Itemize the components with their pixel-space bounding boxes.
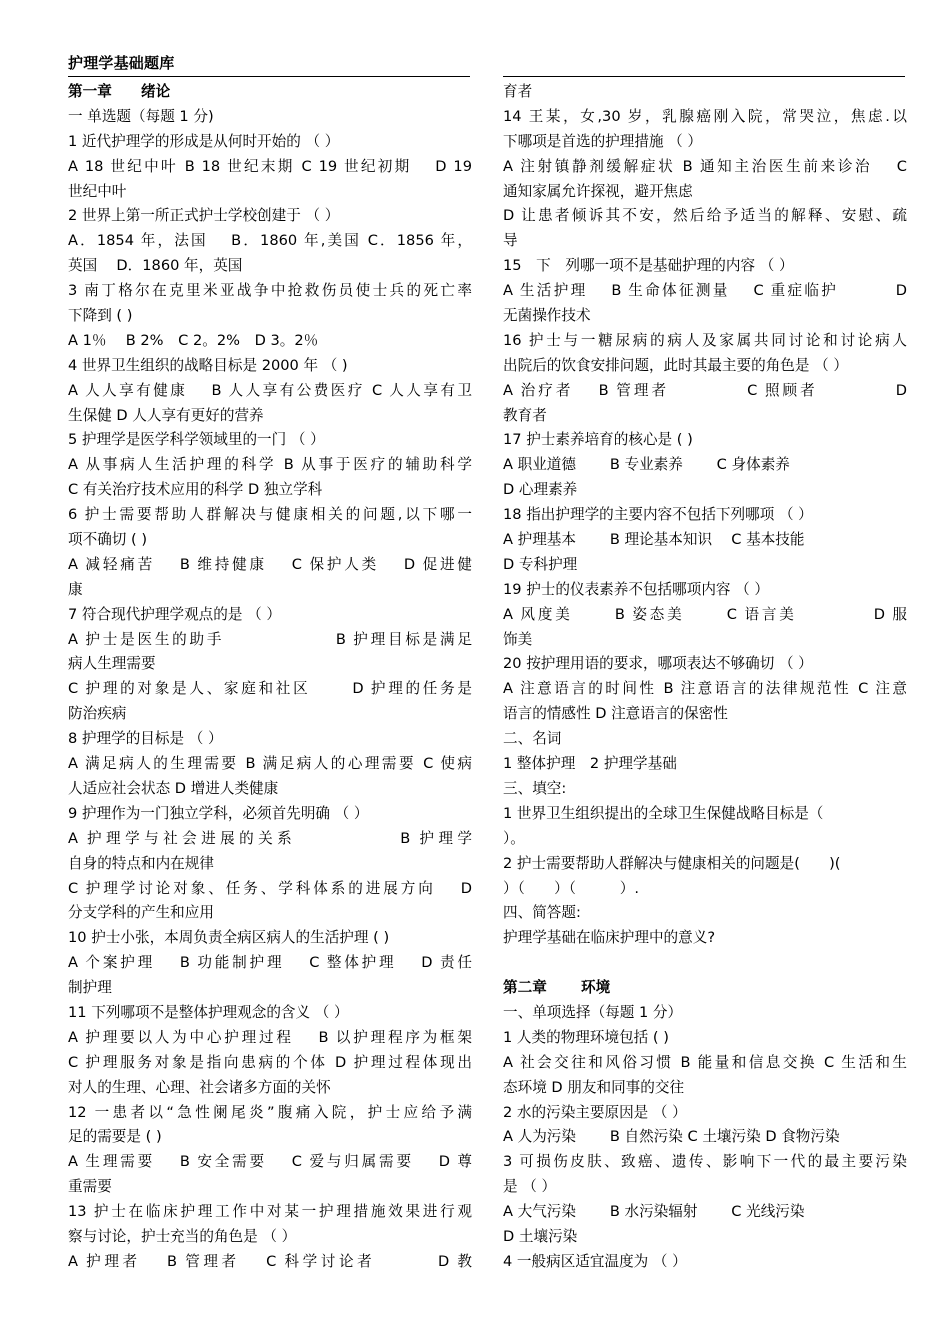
text-line: 7 符合现代护理学观点的是 （ ） [68,605,281,623]
text-line: 3 南丁格尔在克里米亚战争中抢救伤员使士兵的死亡率 [68,282,472,300]
text-line: 11 下列哪项不是整体护理观念的含义 （ ） [68,1003,349,1021]
text-line: A 社会交往和风俗习惯 B 能量和信息交换 C 生活和生 [503,1053,907,1071]
text-line: C 护理学讨论对象、任务、学科体系的进展方向 D [68,879,472,897]
text-line: 态环境 D 朋友和同事的交往 [503,1078,685,1096]
text-line: 6 护士需要帮助人群解决与健康相关的问题,以下哪一 [68,506,472,524]
text-line: 16 护士与一糖尿病的病人及家属共同讨论和讨论病人 [503,331,907,349]
text-line: 世纪中叶 [68,182,127,200]
text-line: 1 世界卫生组织提出的全球卫生保健战略目标是（ [503,804,824,822]
text-line: 生保健 D 人人享有更好的营养 [68,406,264,424]
text-line: C 有关治疗技术应用的科学 D 独立学科 [68,481,323,499]
text-line [503,951,907,976]
text-line: 四、简答题: [503,904,581,922]
text-line: A 注意语言的时间性 B 注意语言的法律规范性 C 注意 [503,680,907,698]
text-line: A 护理学与社会进展的关系 B 护理学 [68,829,472,847]
text-line: 语言的情感性 D 注意语言的保密性 [503,705,728,723]
text-line: D 土壤污染 [503,1227,578,1245]
text-line: A 生活护理 B 生命体征测量 C 重症临护 D [503,282,907,300]
text-line: A．1854 年，法国 B．1860 年,美国 C．1856 年， [68,232,472,250]
text-line: D 让患者倾诉其不安，然后给予适当的解释、安慰、疏 [503,207,907,225]
text-line: 护理学基础在临床护理中的意义? [503,929,716,947]
text-line: 14 王某，女,30 岁，乳腺癌刚入院，常哭泣，焦虑.以 [503,107,907,125]
text-line: 足的需要是 ( ) [68,1128,162,1146]
right-text-column [503,80,907,1275]
text-line: 1 整体护理 2 护理学基础 [503,755,677,773]
text-line: 察与讨论，护士充当的角色是 （ ） [68,1227,297,1245]
title-underline-left [68,76,470,77]
text-line: A 治疗者 B 管理者 C 照顾者 D [503,381,907,399]
text-line: 饰美 [503,630,533,648]
text-line: 2 世界上第一所正式护士学校创建于 （ ） [68,207,340,225]
text-line: 导 [503,232,518,250]
text-line: 英国 D．1860 年，英国 [68,257,243,275]
text-line: A 大气污染 B 水污染辐射 C 光线污染 [503,1203,805,1221]
text-line: 10 护士小张，本周负责全病区病人的生活护理 ( ) [68,929,390,947]
text-line: A 减轻痛苦 B 维持健康 C 保护人类 D 促进健 [68,555,472,573]
text-line: 8 护理学的目标是 （ ） [68,730,223,748]
text-line: A 护理要以人为中心护理过程 B 以护理程序为框架 [68,1028,472,1046]
text-line: C 护理服务对象是指向患病的个体 D 护理过程体现出 [68,1053,472,1071]
text-line: A 满足病人的生理需要 B 满足病人的心理需要 C 使病 [68,755,472,773]
text-line: 4 世界卫生组织的战略目标是 2000 年 （ ) [68,356,348,374]
text-line: 17 护士素养培育的核心是 ( ) [503,431,693,449]
text-line: 一、单项选择（每题 1 分） [503,1003,683,1021]
text-line: 教育者 [503,406,547,424]
text-line: 重需要 [68,1178,112,1196]
text-line: A 人为污染 B 自然污染 C 土壤污染 D 食物污染 [503,1128,840,1146]
left-text-column [68,80,472,1275]
text-line: 19 护士的仪表素养不包括哪项内容 （ ） [503,580,769,598]
text-line: D 专科护理 [503,555,578,573]
text-line: C 护理的对象是人、家庭和社区 D 护理的任务是 [68,680,472,698]
text-line: 3 可损伤皮肤、致癌、遗传、影响下一代的最主要污染 [503,1153,907,1171]
chapter-heading: 第二章 环境 [503,979,611,997]
text-line: D 心理素养 [503,481,578,499]
text-line: 对人的生理、心理、社会诸多方面的关怀 [68,1078,331,1096]
text-line: 无菌操作技术 [503,307,591,325]
text-line: A 护理基本 B 理论基本知识 C 基本技能 [503,531,805,549]
text-line: 病人生理需要 [68,655,156,673]
text-line: ）（ ）（ ）. [503,879,639,897]
text-line: A 护理者 B 管理者 C 科学讨论者 D 教 [68,1252,472,1270]
text-line: 下降到 ( ) [68,307,133,325]
text-line: 二、名词 [503,730,562,748]
text-line: 防治疾病 [68,705,127,723]
text-line: 一 单选题（每题 1 分) [68,107,214,125]
page-title: 护理学基础题库 [68,54,175,72]
text-line: A 风度美 B 姿态美 C 语言美 D 服 [503,605,907,623]
text-line: A 18 世纪中叶 B 18 世纪末期 C 19 世纪初期 D 19 [68,157,472,175]
text-line: 项不确切 ( ) [68,531,148,549]
text-line: A 生理需要 B 安全需要 C 爱与归属需要 D 尊 [68,1153,472,1171]
text-line: A 护士是医生的助手 B 护理目标是满足 [68,630,472,648]
text-line: 是 （ ） [503,1178,557,1196]
text-line: 制护理 [68,979,112,997]
text-line: 15 下 列哪一项不是基础护理的内容 （ ） [503,257,794,275]
text-line: 三、填空: [503,779,567,797]
text-line: A 人人享有健康 B 人人享有公费医疗 C 人人享有卫 [68,381,472,399]
text-line: 1 人类的物理环境包括 ( ) [503,1028,669,1046]
text-line: A 职业道德 B 专业素养 C 身体素养 [503,456,790,474]
text-line: 自身的特点和内在规律 [68,854,214,872]
text-line: 康 [68,580,83,598]
text-line: 分支学科的产生和应用 [68,904,214,922]
text-line: 育者 [503,83,533,100]
text-line: 5 护理学是医学科学领域里的一门 （ ） [68,431,325,449]
text-line: A 1％ B 2% C 2。2% D 3。2％ [68,331,319,349]
text-line: 12 一患者以“急性阑尾炎”腹痛入院，护士应给予满 [68,1103,472,1121]
text-line: A 从事病人生活护理的科学 B 从事于医疗的辅助科学 [68,456,472,474]
text-line: 13 护士在临床护理工作中对某一护理措施效果进行观 [68,1203,472,1221]
text-line: 下哪项是首选的护理措施 （ ） [503,132,702,150]
text-line: 2 水的污染主要原因是 （ ） [503,1103,687,1121]
text-line: 1 近代护理学的形成是从何时开始的 （ ） [68,132,340,150]
text-line: 4 一般病区适宜温度为 （ ） [503,1252,687,1270]
text-line: 9 护理作为一门独立学科，必须首先明确 （ ） [68,804,369,822]
chapter-heading: 第一章 绪论 [68,83,171,100]
text-line: A 注射镇静剂缓解症状 B 通知主治医生前来诊治 C [503,157,907,175]
text-line: 18 指出护理学的主要内容不包括下列哪项 （ ） [503,506,813,524]
text-line: 人适应社会状态 D 增进人类健康 [68,779,279,797]
text-line: A 个案护理 B 功能制护理 C 整体护理 D 责任 [68,954,472,972]
text-line: 通知家属允许探视，避开焦虑 [503,182,693,200]
text-line: 2 护士需要帮助人群解决与健康相关的问题是( )( [503,854,841,872]
text-line: ）。 [503,829,525,847]
title-underline-right [503,76,905,77]
text-line: 出院后的饮食安排问题，此时其最主要的角色是 （ ） [503,356,848,374]
text-line: 20 按护理用语的要求，哪项表达不够确切 （ ） [503,655,813,673]
